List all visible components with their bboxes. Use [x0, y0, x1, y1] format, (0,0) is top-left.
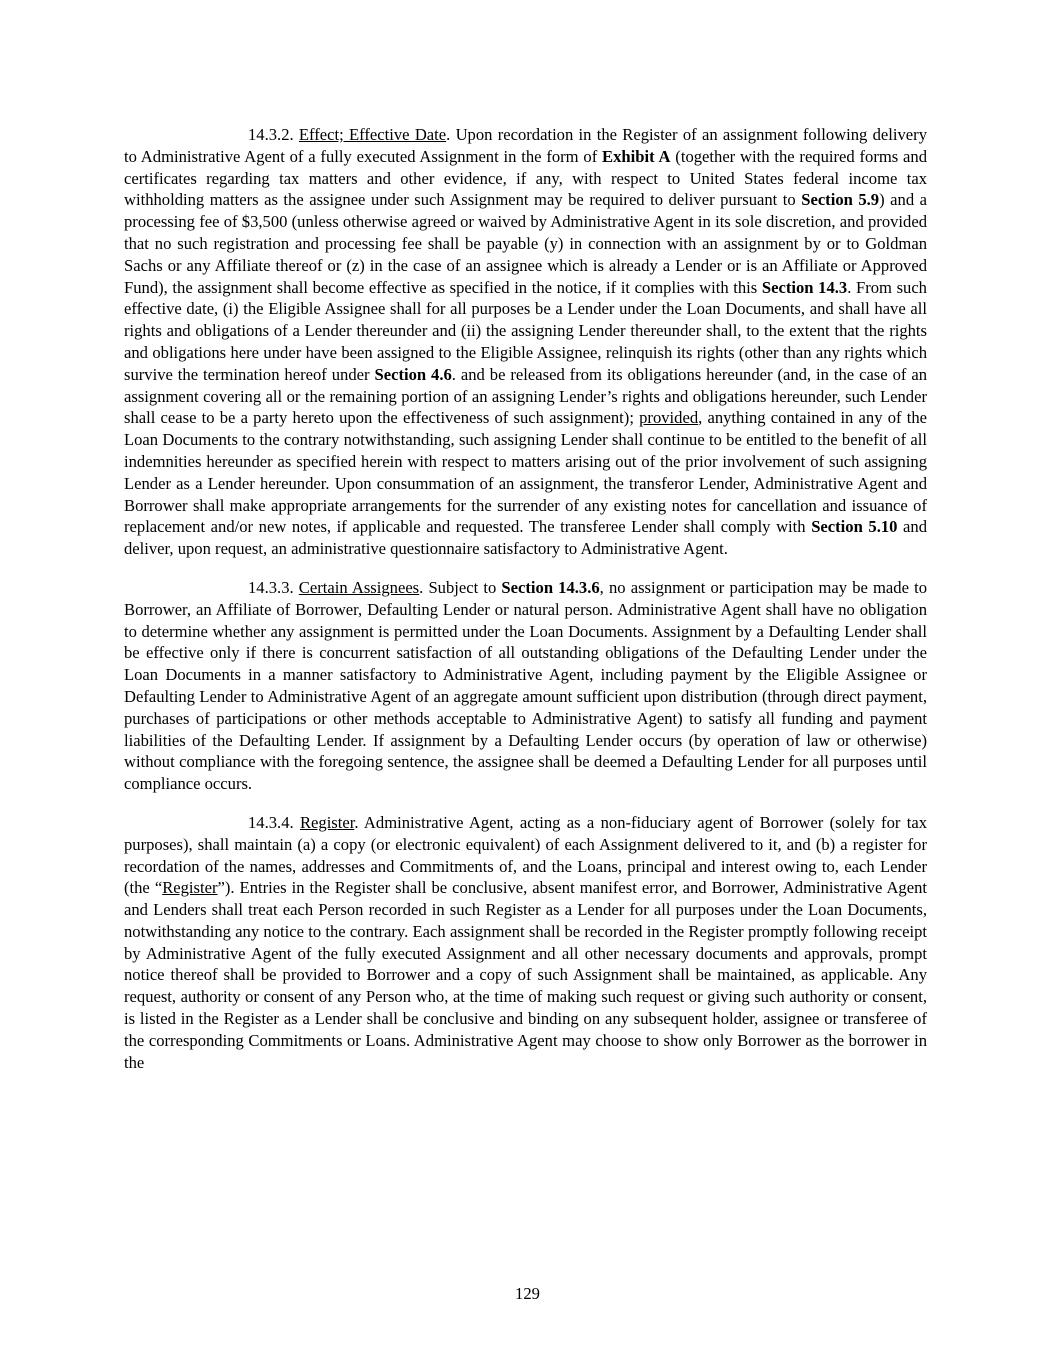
- underlined-term: provided: [639, 408, 699, 428]
- text-run: ) and a processing fee of $3,500 (unless otherwise agreed or waived by Administrative Agent in its sole discretion, and provided that no such registration and processing fee shall be payable (y) in connection with an assignment by or to Goldman Sachs or any Affiliate thereof or (z) in the case of an assignee which is already a Lender or is an Affiliate or Approved Fund), the assignment shall become effective as specified in the notice, if it complies with this: [124, 190, 927, 297]
- underlined-term: Register: [299, 812, 355, 832]
- bold-reference: Section 14.3: [761, 277, 848, 297]
- text-run: . Subject to: [419, 577, 502, 597]
- text-run: . and be released from its obligations hereunder (and, in the case of an assignment covering all or the remaining portion of an assigning Lender’s rights and obligations hereunder, such Lender shall cease to be a party hereto upon the effectiveness of such assignment);: [124, 364, 927, 428]
- text-run: (together with the required forms and certificates regarding tax matters and other evidence, if any, with respect to United States federal income tax withholding matters as the assignee under such Assignment may be required to deliver pursuant to: [124, 146, 927, 210]
- bold-reference: Exhibit A: [602, 146, 671, 166]
- text-run: 14.3.2.: [248, 125, 299, 144]
- text-run: . From such effective date, (i) the Eligible Assignee shall for all purposes be a Lender under the Loan Documents, and shall have all rights and obligations of a Lender thereunder and (ii) the assigning Lender thereunder shall, to the extent that the rights and obligations here under have been assigned to the Eligible Assignee, relinquish its rights (other than any rights which survive the termination hereof under: [124, 277, 927, 384]
- text-run: 14.3.3.: [248, 577, 299, 597]
- text-run: , no assignment or participation may be made to Borrower, an Affiliate of Borrower, Defaulting Lender or natural person. Administrative Agent shall have no obligation to determine whether any assignment is permitted under the Loan Documents. Assignment by a Defaulting Lender shall be effective only if there is concurrent satisfaction of all outstanding obligations of the Defaulting Lender under the Loan Documents in a manner satisfactory to Administrative Agent, including payment by the Eligible Assignee or Defaulting Lender to Administrative Agent of an aggregate amount sufficient upon distribution (through direct payment, purchases of participations or other methods acceptable to Administrative Agent) to satisfy all funding and payment liabilities of the Defaulting Lender. If assignment by a Defaulting Lender occurs (by operation of law or otherwise) without compliance with the foregoing sentence, the assignee shall be deemed a Defaulting Lender for all purposes until compliance occurs.: [124, 577, 927, 794]
- text-run: and deliver, upon request, an administrative questionnaire satisfactory to Administrative Agent.: [124, 517, 928, 559]
- underlined-term: Certain Assignees: [298, 577, 420, 597]
- bold-reference: Section 5.9: [801, 190, 880, 210]
- paragraph-14-3-2: [124, 124, 927, 560]
- bold-reference: Section 5.10: [811, 517, 898, 537]
- text-run: 14.3.4.: [248, 812, 300, 832]
- underlined-term: Register: [162, 878, 218, 898]
- text-run: ”). Entries in the Register shall be conclusive, absent manifest error, and Borrower, Administrative Agent and Lenders shall treat each Person recorded in such Register as a Lender for all purposes under the Loan Documents, notwithstanding any notice to the contrary. Each assignment shall be recorded in the Register promptly following receipt by Administrative Agent of the fully executed Assignment and all other necessary documents and approvals, prompt notice thereof shall be provided to Borrower and a copy of such Assignment shall be maintained, as applicable. Any request, authority or consent of any Person who, at the time of making such request or giving such authority or consent, is listed in the Register as a Lender shall be conclusive and binding on any subsequent holder, assignee or transferee of the corresponding Commitments or Loans. Administrative Agent may choose to show only Borrower as the borrower in the: [124, 878, 927, 1072]
- bold-reference: Section 4.6: [374, 364, 452, 384]
- paragraph-14-3-3: [124, 577, 927, 795]
- underlined-term: Effect; Effective Date: [298, 125, 447, 144]
- page-number: 129: [515, 1284, 540, 1303]
- text-run: . Upon recordation in the Register of an assignment following delivery to Administrative Agent of a fully executed Assignment in the form of: [124, 125, 927, 166]
- document-page: [124, 124, 927, 1090]
- text-run: . Administrative Agent, acting as a non-fiduciary agent of Borrower (solely for tax purposes), shall maintain (a) a copy (or electronic equivalent) of each Assignment delivered to it, and (b) a register for recordation of the names, addresses and Commitments of, and the Loans, principal and interest owing to, each Lender (the “: [124, 812, 928, 898]
- bold-reference: Section 14.3.6: [501, 577, 600, 597]
- text-run: , anything contained in any of the Loan Documents to the contrary notwithstanding, such assigning Lender shall continue to be entitled to the benefit of all indemnities hereunder as specified herein with respect to matters arising out of the prior involvement of such assigning Lender as a Lender hereunder. Upon consummation of an assignment, the transferor Lender, Administrative Agent and Borrower shall make appropriate arrangements for the surrender of any existing notes for cancellation and issuance of replacement and/or new notes, if applicable and requested. The transferee Lender shall comply with: [124, 408, 927, 537]
- paragraph-14-3-4: [124, 812, 927, 1074]
